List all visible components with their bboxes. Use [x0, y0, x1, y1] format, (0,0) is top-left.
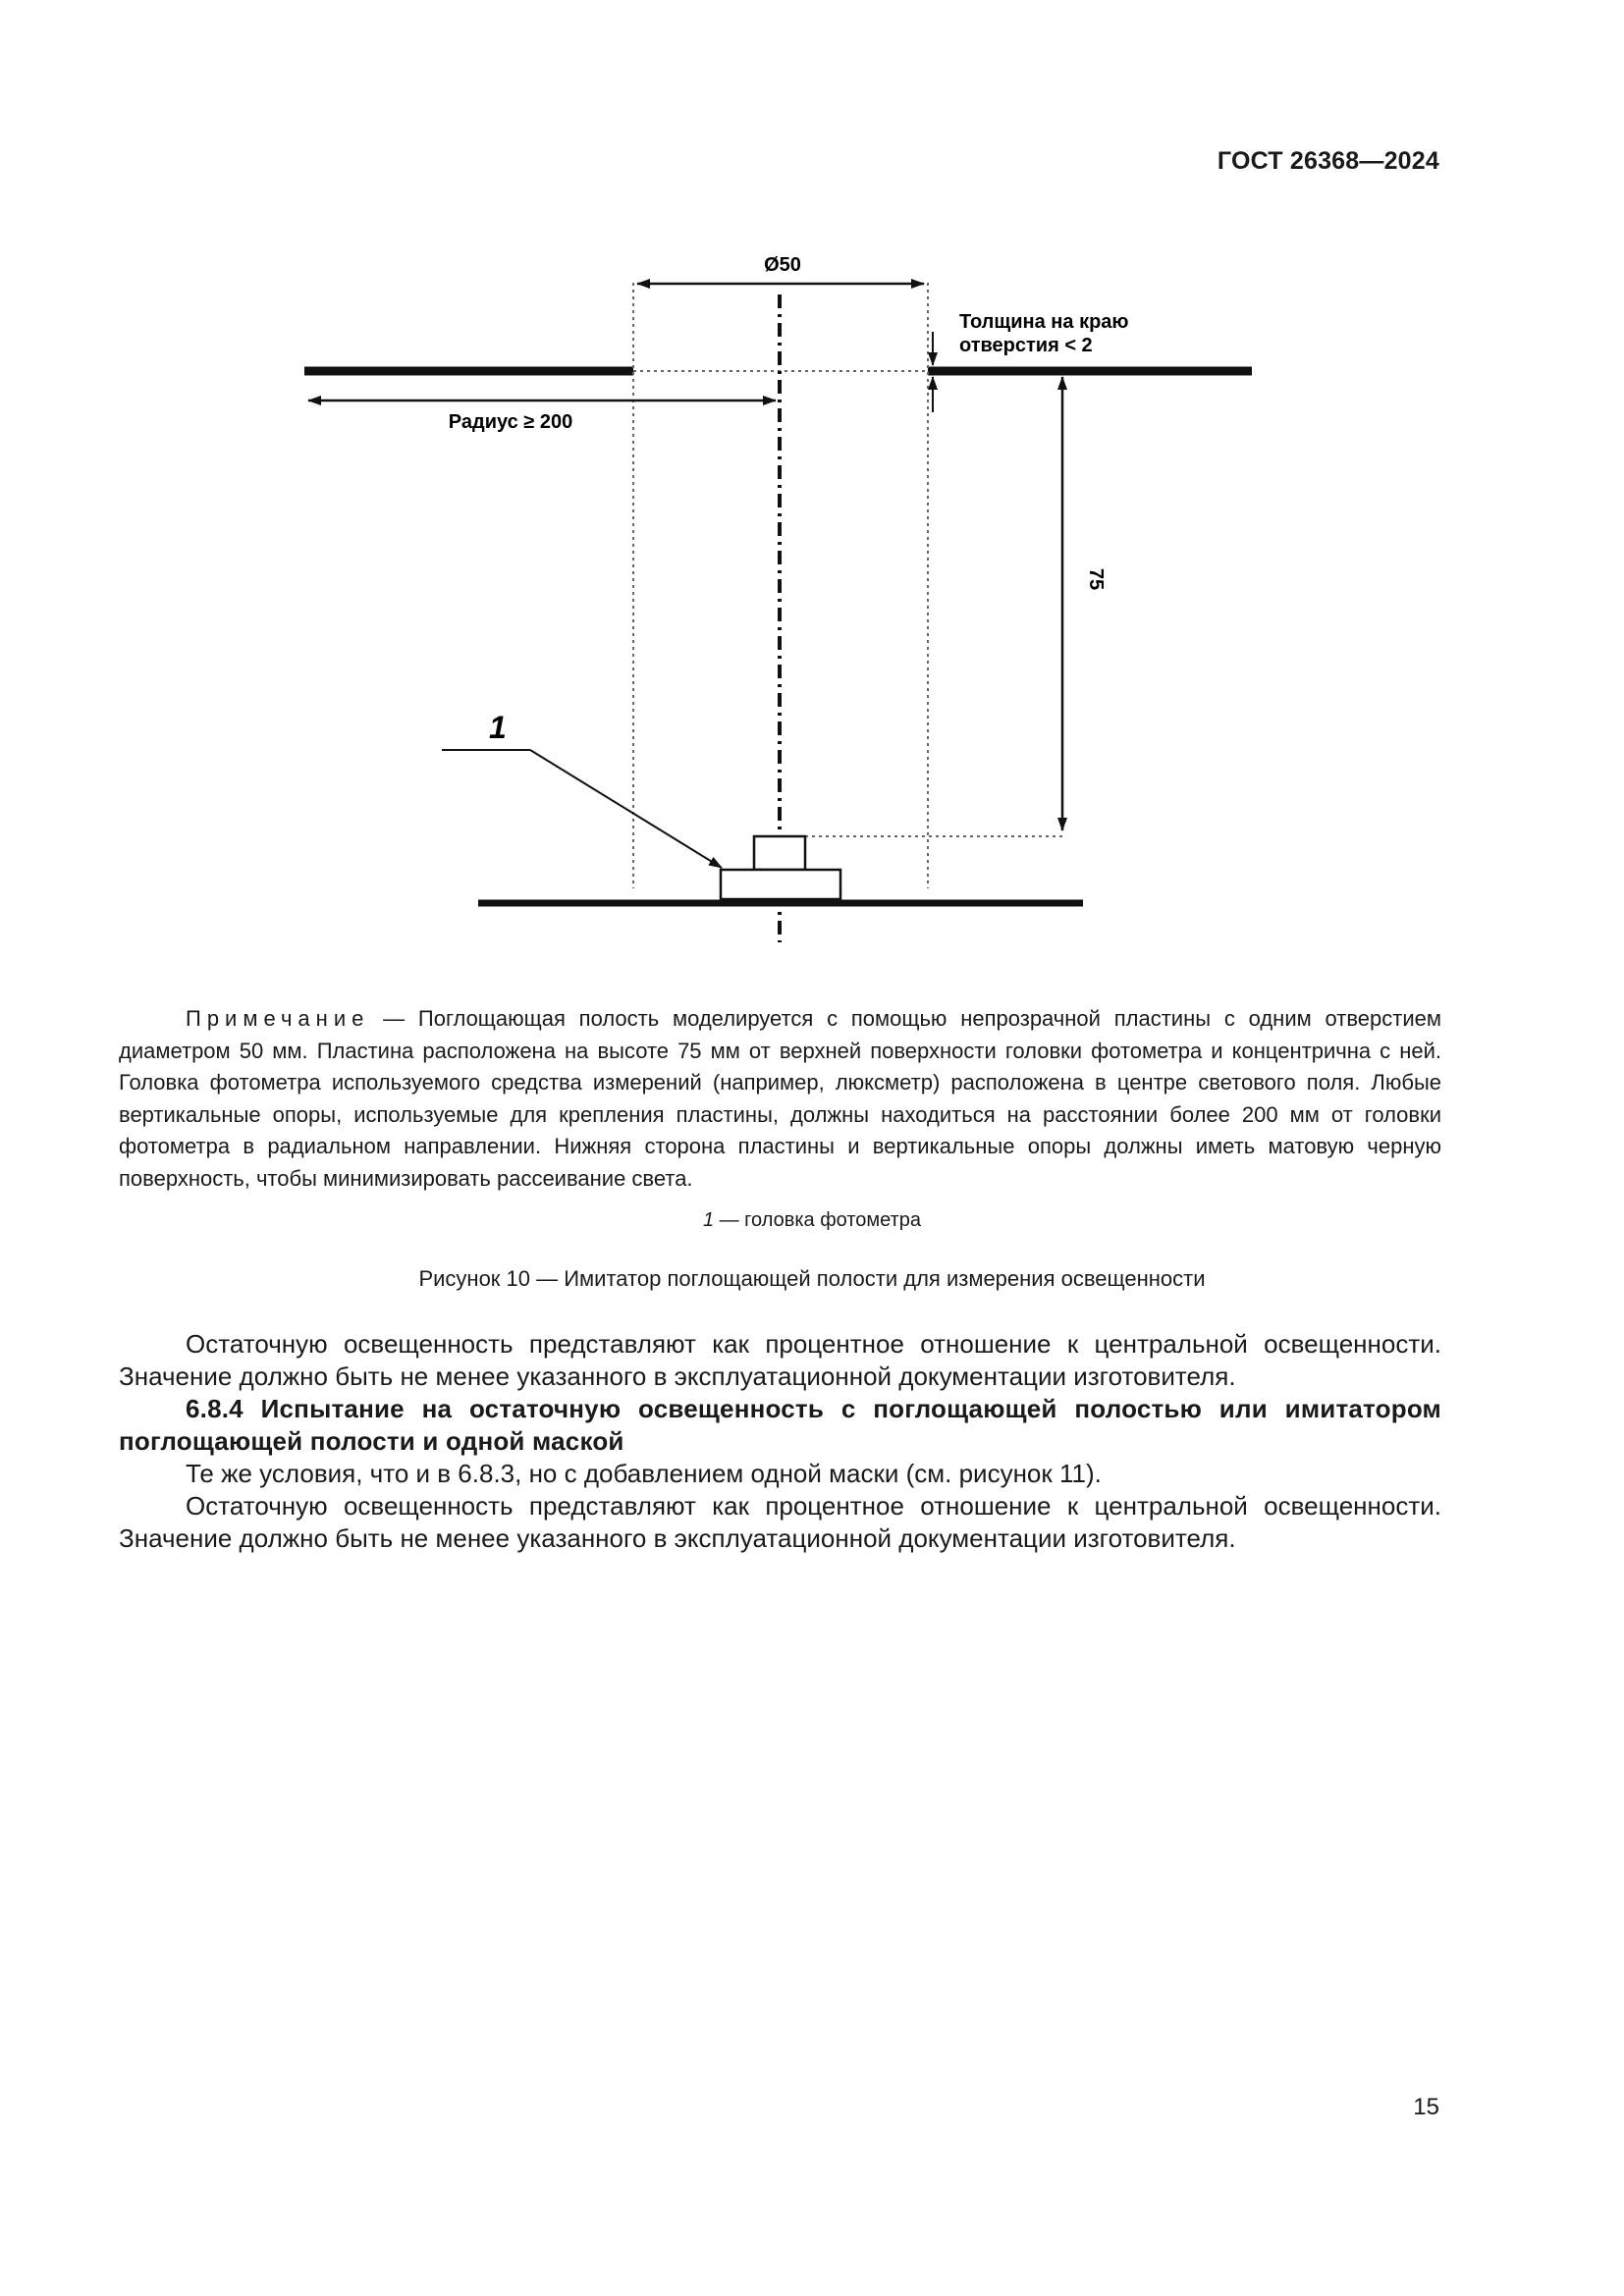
- figure-legend: [0, 1209, 1624, 1232]
- page-number: 15: [1413, 2094, 1439, 2120]
- photometer-head-top: [754, 836, 805, 870]
- cavity-simulator-diagram: [0, 0, 1624, 982]
- paragraph-1: Остаточную освещенность представляют как процентное отношение к центральной освещенности. Значение должно быть не менее указанного в эксплуатационной документации изготовителя.: [119, 1329, 1441, 1391]
- height-label: 75: [1085, 567, 1107, 591]
- photometer-head-base: [721, 870, 840, 899]
- thickness-label-line2: отверстия < 2: [959, 335, 1093, 356]
- paragraph-2: Те же условия, что и в 6.8.3, но с добавлением одной маски (см. рисунок 11).: [186, 1459, 1102, 1488]
- callout-leader-diagonal: [530, 750, 722, 868]
- legend-number: 1: [702, 1209, 715, 1231]
- note-label: Примечание: [186, 1006, 370, 1031]
- section-heading: 6.8.4 Испытание на остаточную освещенность с поглощающей полостью или имитатором поглощающей полости и одной маской: [119, 1394, 1441, 1456]
- paragraph-3: Остаточную освещенность представляют как процентное отношение к центральной освещенности. Значение должно быть не менее указанного в эксплуатационной документации изготовителя.: [119, 1491, 1441, 1553]
- body-text: [119, 1328, 1441, 1555]
- figure-caption: Рисунок 10 — Имитатор поглощающей полости для измерения освещенности: [418, 1266, 1206, 1291]
- thickness-label-line1: Толщина на краю: [959, 311, 1129, 333]
- document-id-header: ГОСТ 26368—2024: [1217, 147, 1439, 175]
- radius-label: Радиус ≥ 200: [448, 411, 573, 433]
- note-text: — Поглощающая полость моделируется с помощью непрозрачной пластины с одним отверстием диаметром 50 мм. Пластина расположена на высоте 75 мм от верхней поверхности головки фотометра и концентрична с ней. Головка фотометра используемого средства измерений (например, люксметр) расположена в центре светового поля. Любые вертикальные опоры, используемые для крепления пластины, должны находиться на расстоянии более 200 мм от головки фотометра в радиальном направлении. Нижняя сторона пластины и вертикальные опоры должны иметь матовую черную поверхность, чтобы минимизировать рассеивание света.: [119, 1006, 1441, 1191]
- figure-note: [119, 1003, 1441, 1195]
- diameter-label: Ø50: [764, 254, 801, 276]
- legend-text: — головка фотометра: [714, 1209, 922, 1231]
- callout-number: 1: [489, 710, 507, 745]
